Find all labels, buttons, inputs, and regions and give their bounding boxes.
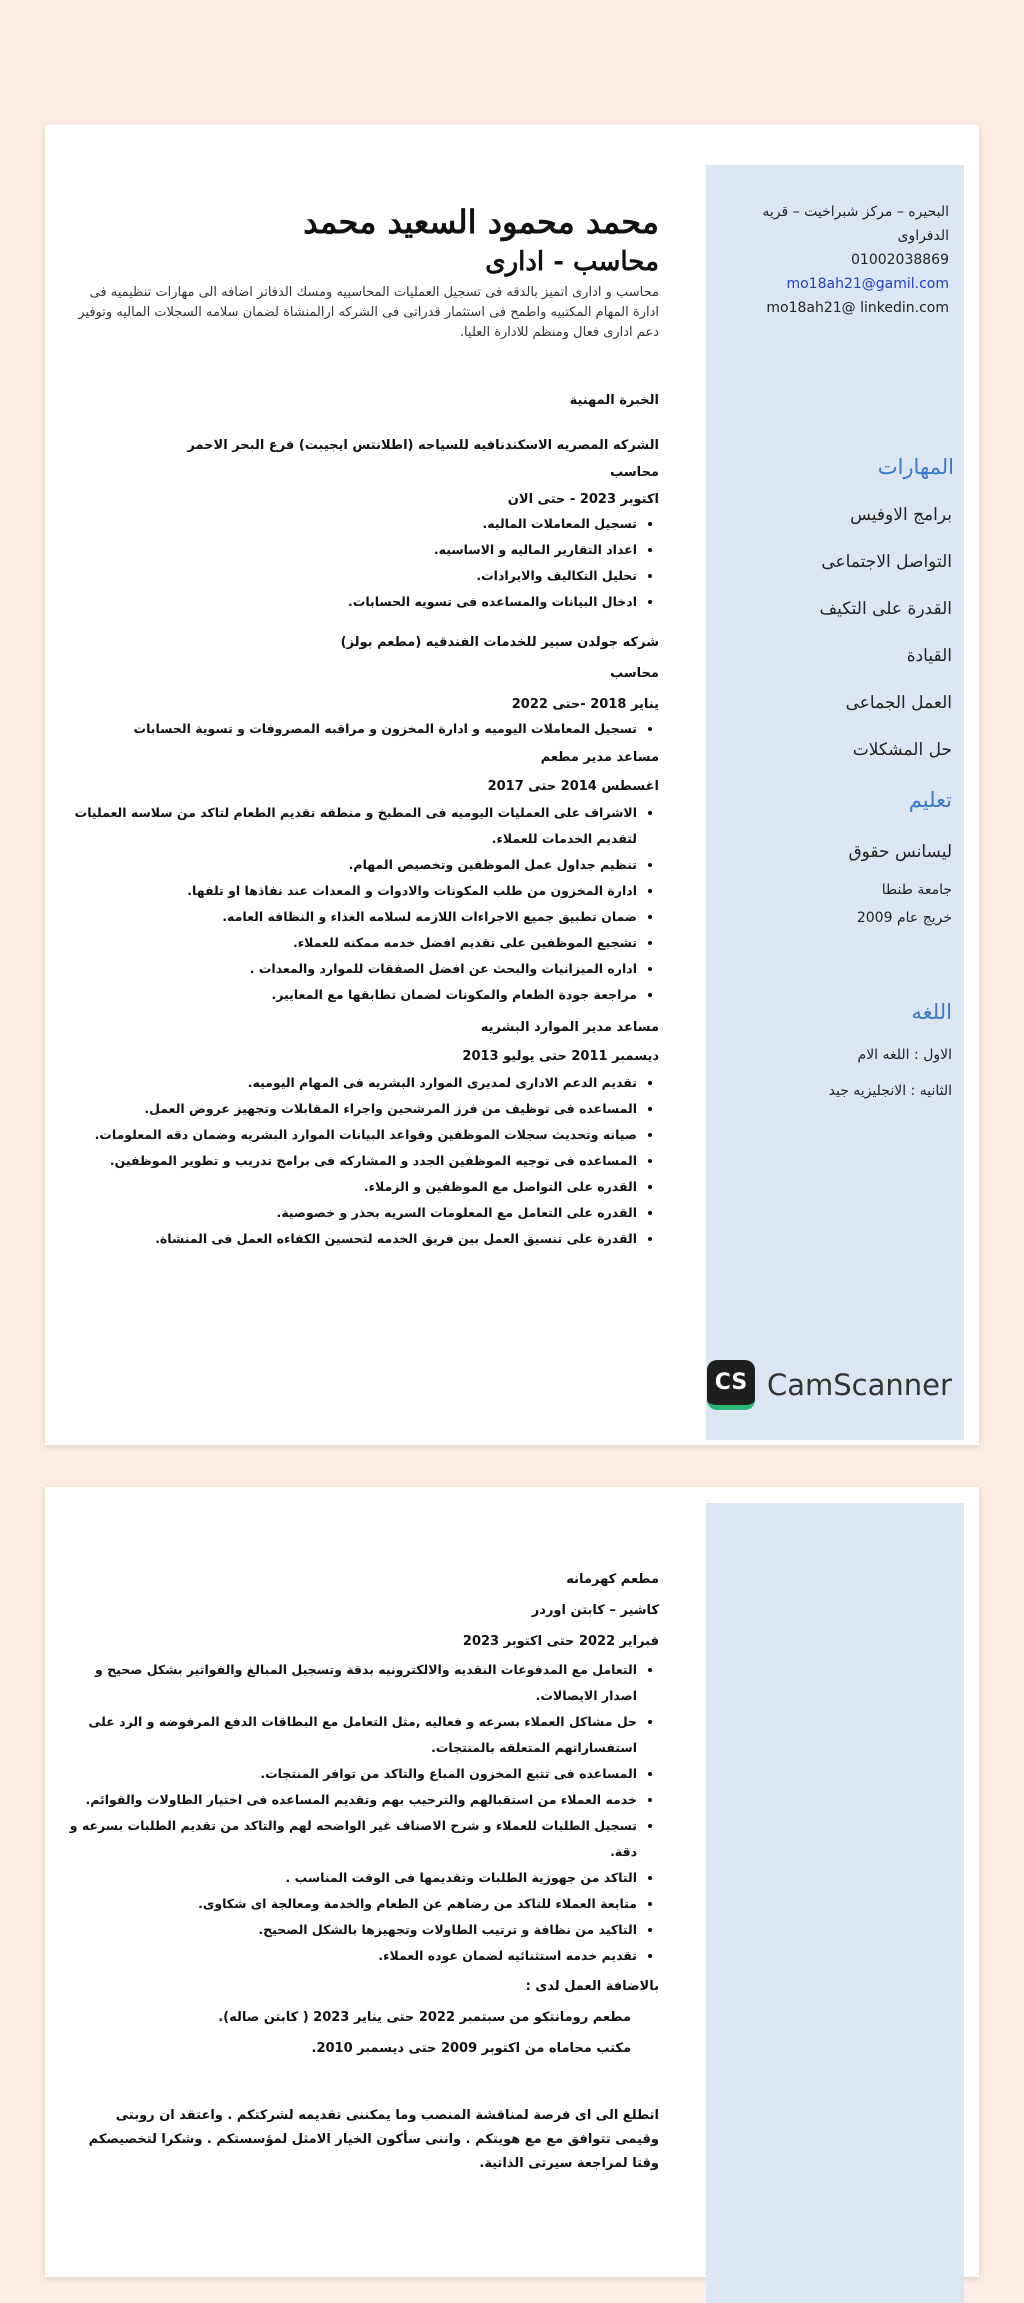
sidebar <box>706 165 964 1440</box>
contact-linkedin[interactable]: mo18ah21@ linkedin.com <box>766 300 949 316</box>
list-item: • تشجيع الموظفين على تقديم افضل خدمه ممكنه للعملاء. <box>69 930 637 956</box>
list-item: • تنظيم جداول عمل الموظفين وتخصيص المهام. <box>69 852 637 878</box>
resume-page-1 <box>45 125 979 1445</box>
job-bullets <box>69 1070 659 1252</box>
job-period: اكتوبر 2023 - حتى الان <box>507 492 659 507</box>
list-item: • المساعده فى توجيه الموظفين الجدد و المشاركه فى برامج تدريب و تطوير الموظفين. <box>69 1148 637 1174</box>
language-first: الاول : اللغه الام <box>857 1047 952 1063</box>
languages-heading: اللغه <box>911 1000 952 1024</box>
list-item: • تسجيل المعاملات اليوميه و ادارة المخزون و مراقبه المصروفات و تسوية الحسابات <box>69 716 637 742</box>
list-item: • المساعده فى توظيف من فرز المرشحين واجراء المقابلات وتجهيز عروض العمل. <box>69 1096 637 1122</box>
list-item: • تحليل التكاليف والايرادات. <box>69 563 637 589</box>
job-period: يناير 2018 -حتى 2022 <box>511 697 659 712</box>
closing-statement: اتطلع الى اى فرصة لمناقشة المنصب وما يمكننى تقديمه لشركتكم . واعتقد ان روبتى وقيمى تتوافق مع مع هويتكم . واننى سأكون الخيار الامثل لمؤسستكم . وشكرا لتخصيصكم وقتا لمراجعة سيرتى الذاتية. <box>88 2108 659 2171</box>
additional-heading: بالاضافة العمل لدى : <box>525 1979 659 1994</box>
main-column <box>69 1572 659 2176</box>
person-title: محاسب - ادارى <box>485 247 659 277</box>
education-degree: ليسانس حقوق <box>848 842 952 862</box>
summary: محاسب و ادارى اتميز بالدقه فى تسجيل العمليات المحاسبيه ومسك الدفاتر اضافه الى مهارات تنظيميه فى ادارة المهام المكتبيه واطمح فى استثمار قدراتى فى الشركه ارالمنشاة لضمان سلامه السجلات الماليه وتوفير دعم ادارى فعال ومنظم للادارة العليا. <box>78 285 659 340</box>
list-item: • اعداد التقارير الماليه و الاساسيه. <box>69 537 637 563</box>
list-item: • ضمان تطبيق جميع الاجراءات اللازمه لسلامه الغذاء و النظافه العامه. <box>69 904 637 930</box>
job-company: الشركه المصريه الاسكندنافيه للسياحه (اطلانتس ايجيبت) فرع البحر الاحمر <box>187 438 659 453</box>
skill-item: برامج الاوفيس <box>850 505 952 525</box>
job-entry <box>69 1020 659 1252</box>
list-item: • القدرة على تنسيق العمل بين فريق الخدمه لتحسين الكفاءه العمل فى المنشاة. <box>69 1226 637 1252</box>
camscanner-watermark <box>707 1360 952 1410</box>
job-company: مطعم كهرمانه <box>566 1572 659 1587</box>
list-item: • التعامل مع المدفوعات النقديه والالكترونيه بدقة وتسجيل المبالغ والفواتير بشكل صحيح و اصدار الايصالات. <box>69 1657 637 1709</box>
list-item: • اداره الميزانيات والبحث عن افضل الصفقات للموارد والمعدات . <box>69 956 637 982</box>
job-period: ديسمبر 2011 حتى يوليو 2013 <box>462 1049 659 1064</box>
job-entry <box>69 635 659 742</box>
camscanner-logo-icon: CS <box>707 1360 755 1410</box>
list-item: • الاشراف على العمليات اليوميه فى المطبخ و منطقه تقديم الطعام لتاكد من سلاسه العمليات لتقديم الخدمات للعملاء. <box>69 800 637 852</box>
camscanner-text: CamScanner <box>767 1368 952 1402</box>
list-item: • مراجعة جودة الطعام والمكونات لضمان تطابقها مع المعايير. <box>69 982 637 1008</box>
education-year: خريج عام 2009 <box>856 910 952 926</box>
job-entry <box>69 750 659 1008</box>
additional-item: مكتب محاماه من اكتوبر 2009 حتى ديسمبر 2010. <box>311 2041 631 2056</box>
job-period: اغسطس 2014 حتى 2017 <box>487 779 659 794</box>
job-role: مساعد مدير مطعم <box>540 750 659 765</box>
job-entry <box>69 438 659 615</box>
list-item: • صيانه وتحديث سجلات الموظفين وقواعد البيانات الموارد البشريه وضمان دقه المعلومات. <box>69 1122 637 1148</box>
education-university: جامعة طنطا <box>881 882 952 898</box>
job-role: كاشير – كابتن اوردر <box>531 1603 659 1618</box>
list-item: • تسجيل الطلبات للعملاء و شرح الاصناف غير الواضحه لهم والتاكد من تقديم الطلبات بسرعه و دقة. <box>69 1813 637 1865</box>
job-period: فبراير 2022 حتى اكتوبر 2023 <box>462 1634 659 1649</box>
job-bullets <box>69 716 659 742</box>
experience-heading: الخبرة المهنية <box>569 393 659 408</box>
list-item: • حل مشاكل العملاء بسرعه و فعاليه ,مثل التعامل مع البطاقات الدفع المرفوضه و الرد على استفساراتهم المتعلقه بالمنتجات. <box>69 1709 637 1761</box>
list-item: • ادارة المخزون من طلب المكونات والادوات و المعدات عند نفاذها او تلفها. <box>69 878 637 904</box>
skill-item: العمل الجماعى <box>845 693 952 713</box>
job-company: شركه جولدن سبير للخدمات الفندقيه (مطعم بولز) <box>340 635 659 650</box>
job-role: محاسب <box>610 465 659 480</box>
list-item: • التاكيد من نظافة و ترتيب الطاولات وتجهيزها بالشكل الصحيح. <box>69 1917 637 1943</box>
skill-item: حل المشكلات <box>852 740 952 760</box>
sidebar <box>706 1503 964 2303</box>
job-bullets <box>69 511 659 615</box>
skill-item: القيادة <box>906 646 952 666</box>
list-item: • التاكد من جهوزية الطلبات وتقديمها فى الوقت المناسب . <box>69 1865 637 1891</box>
additional-item: مطعم رومانتكو من سبتمبر 2022 حتى يناير 2023 ( كابتن صاله). <box>218 2010 631 2025</box>
contact-phone: 01002038869 <box>851 252 949 268</box>
contact-address: البحيره – مركز شبراخيت – قريه الدفراوى <box>762 204 949 244</box>
list-item: • ادخال البيانات والمساعده فى تسويه الحسابات. <box>69 589 637 615</box>
list-item: • القدره على التواصل مع الموظفين و الزملاء. <box>69 1174 637 1200</box>
list-item: • خدمه العملاء من استقبالهم والترحيب بهم وتقديم المساعده فى اختيار الطاولات والقوائم. <box>69 1787 637 1813</box>
job-bullets <box>69 1657 659 1969</box>
skill-item: التواصل الاجتماعى <box>821 552 952 572</box>
language-second: الثانيه : الانجليزيه جيد <box>828 1083 952 1099</box>
list-item: • تقديم الدعم الادارى لمديرى الموارد البشريه فى المهام اليوميه. <box>69 1070 637 1096</box>
list-item: • القدره على التعامل مع المعلومات السريه بحذر و خصوصية. <box>69 1200 637 1226</box>
list-item: • متابعة العملاء للتاكد من رضاهم عن الطعام والخدمة ومعالجة اى شكاوى. <box>69 1891 637 1917</box>
main-column <box>69 203 659 1252</box>
skill-item: القدرة على التكيف <box>819 599 952 619</box>
list-item: • تسجيل المعاملات الماليه. <box>69 511 637 537</box>
contact-email[interactable]: mo18ah21@gamil.com <box>786 276 949 292</box>
skills-heading: المهارات <box>877 455 954 479</box>
job-role: مساعد مدير الموارد البشريه <box>480 1020 659 1035</box>
person-name: محمد محمود السعيد محمد <box>303 203 659 241</box>
job-bullets <box>69 800 659 1008</box>
resume-page-2 <box>45 1487 979 2277</box>
education-heading: تعليم <box>908 788 952 812</box>
list-item: • المساعده فى تتبع المخزون المباع والتاكد من توافر المنتجات. <box>69 1761 637 1787</box>
list-item: • تقديم خدمه استثنائيه لضمان عوده العملاء. <box>69 1943 637 1969</box>
job-role: محاسب <box>610 666 659 681</box>
contact-block <box>719 200 949 320</box>
